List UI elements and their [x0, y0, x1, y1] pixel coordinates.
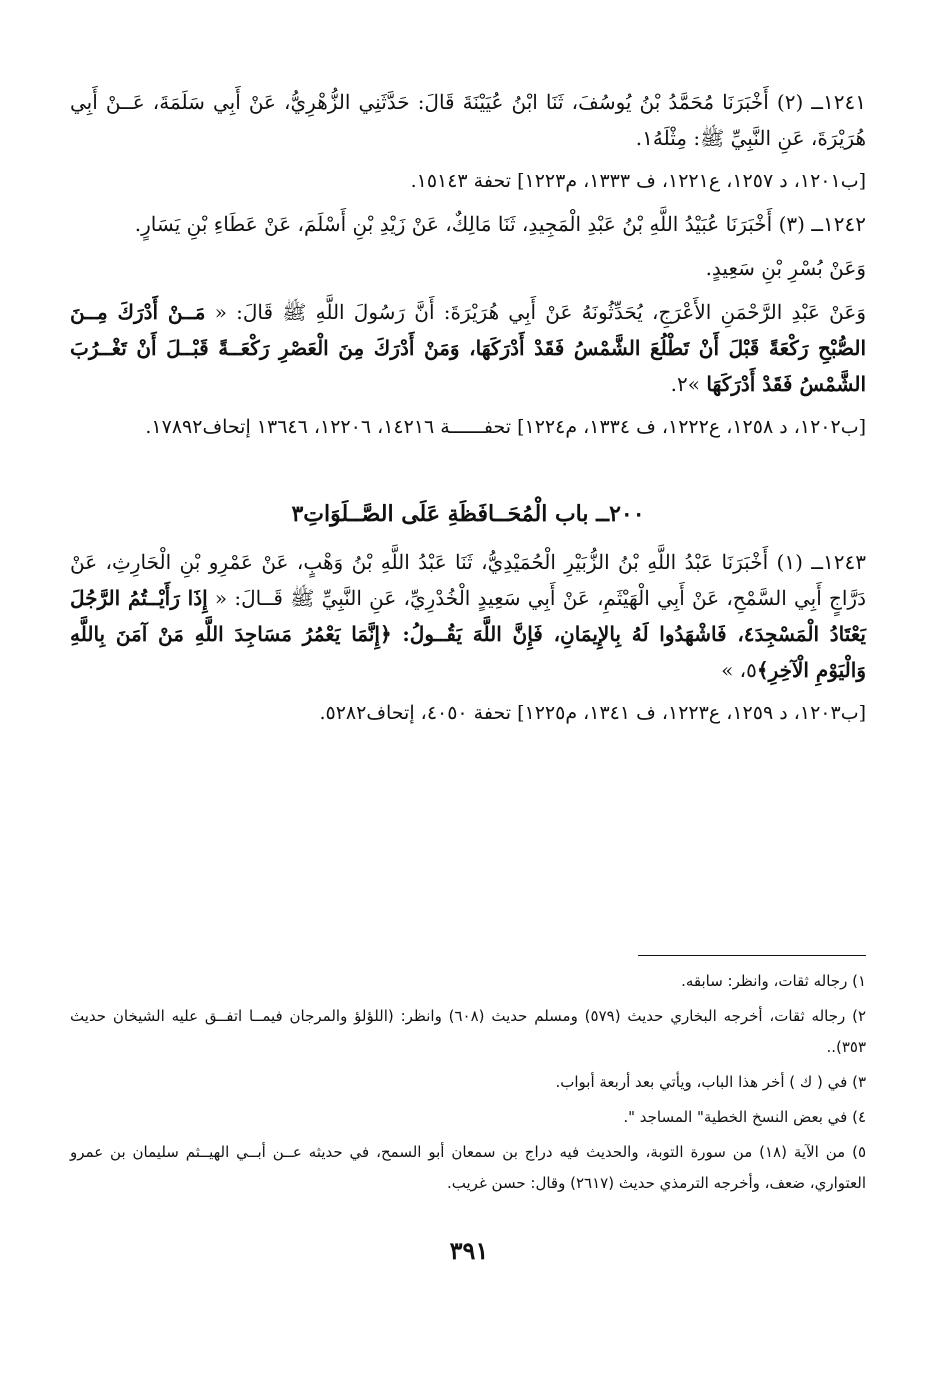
footnote-5: ٥) من الآية (١٨) من سورة التوبة، والحديث فيه دراج بن سمعان أبو السمح، في حديثه عــن أبــي الهيــثم سليمان بن عمرو العتواري، ضعف، وأخرجه الترمذي حديث (٢٦١٧) وقال: حسن غريب.: [70, 1143, 866, 1192]
hadith-1243-reference: [ب١٢٠٣، د ١٢٥٩، ع١٢٢٣، ف ١٣٤١، م١٢٢٥] تحفة ٤٠٥٠، إتحاف٥٢٨٢.: [319, 702, 866, 724]
hadith-1243-matn-bold: إِذَا رَأَيْــتُمُ الرَّجُلَ يَعْتَادُ الْمَسْجِدَ٤، فَاشْهَدُوا لَهُ بِالإِيمَانِ، فَإِنَّ اللَّهَ يَقُــولُ: ﴿إِنَّمَا يَعْمُرُ مَسَاجِدَ اللَّهِ مَنْ آمَنَ بِاللَّهِ وَالْيَوْمِ الْآخِرِ﴾: [70, 586, 866, 682]
footnotes-section: [70, 955, 866, 1203]
footnote-3: ٣) في ( ك ) أخر هذا الباب، ويأتي بعد أربعة أبواب.: [555, 1073, 866, 1091]
footnote-1: ١) رجاله ثقات، وانظر: سابقه.: [681, 972, 866, 990]
hadith-1243-end: ٥، »: [721, 658, 757, 682]
hadith-1241-text: ١٢٤١ــ (٢) أَخْبَرَنَا مُحَمَّدُ بْنُ يُوسُفَ، ثَنَا ابْنُ عُيَيْنَةَ قَالَ: حَدَّثَنِي الزُّهْرِيُّ، عَنْ أَبِي سَلَمَةَ، عَــنْ أَبِي هُرَيْرَةَ، عَنِ النَّبِيِّ ﷺ: مِثْلَهُ١.: [70, 90, 866, 150]
page-number: ٣٩١: [449, 1236, 489, 1265]
footnote-divider: [638, 955, 866, 956]
page-body: [70, 84, 866, 738]
hadith-1243-intro: ١٢٤٣ــ (١) أَخْبَرَنَا عَبْدُ اللَّهِ بْنُ الزُّبَيْرِ الْحُمَيْدِيُّ، ثَنَا عَبْدُ اللَّهِ بْنُ وَهْبٍ، عَنْ عَمْرِو بْنِ الْحَارِثِ، عَنْ دَرَّاجٍ أَبِي السَّمْحِ، عَنْ أَبِي الْهَيْثَمِ، عَنْ أَبِي سَعِيدٍ الْخُدْرِيِّ، عَنِ النَّبِيِّ ﷺ قَــالَ: «: [70, 550, 866, 610]
hadith-1242-isnad-2: وَعَنْ بُسْرِ بْنِ سَعِيدٍ.: [705, 256, 866, 280]
footnote-2: ٢) رجاله ثقات، أخرجه البخاري حديث (٥٧٩) ومسلم حديث (٦٠٨) وانظر: (اللؤلؤ والمرجان فيمــا اتفــق عليه الشيخان حديث ٣٥٣)..: [70, 1007, 866, 1056]
hadith-1242-matn-end: »٢.: [670, 372, 701, 396]
hadith-1242-isnad: ١٢٤٢ــ (٣) أَخْبَرَنَا عُبَيْدُ اللَّهِ بْنُ عَبْدِ الْمَجِيدِ، ثَنَا مَالِكٌ، عَنْ زَيْدِ بْنِ أَسْلَمَ، عَنْ عَطَاءِ بْنِ يَسَارٍ.: [134, 212, 866, 236]
hadith-1242-matn-bold: مَــنْ أَدْرَكَ مِــنَ الصُّبْحِ رَكْعَةً قَبْلَ أَنْ تَطْلُعَ الشَّمْسُ فَقَدْ أَدْرَكَهَا، وَمَنْ أَدْرَكَ مِنَ الْعَصْرِ رَكْعَــةً قَبْــلَ أَنْ تَغْــرُبَ الشَّمْسُ فَقَدْ أَدْرَكَهَا: [70, 300, 866, 396]
hadith-1242-reference: [ب١٢٠٢، د ١٢٥٨، ع١٢٢٢، ف ١٣٣٤، م١٢٢٤] تحفــــــة ١٤٢١٦، ١٢٢٠٦، ١٣٦٤٦ إتحاف١٧٨٩٢.: [145, 416, 866, 438]
hadith-1241-reference: [ب١٢٠١، د ١٢٥٧، ع١٢٢١، ف ١٣٣٣، م١٢٢٣] تحفة ١٥١٤٣.: [410, 170, 866, 192]
hadith-1243-text: [70, 544, 866, 688]
chapter-heading: ٢٠٠ــ باب الْمُحَــافَظَةِ عَلَى الصَّــلَوَاتِ٣: [291, 501, 645, 527]
footnote-4: ٤) في بعض النسخ الخطية" المساجد ".: [623, 1108, 866, 1126]
hadith-1242-matn-intro: وَعَنْ عَبْدِ الرَّحْمَنِ الأَعْرَجِ، يُحَدِّثُونَهُ عَنْ أَبِي هُرَيْرَةَ: أَنَّ رَسُولَ اللَّهِ ﷺ قَالَ: «: [214, 300, 866, 324]
hadith-1242-matn: [70, 294, 866, 402]
